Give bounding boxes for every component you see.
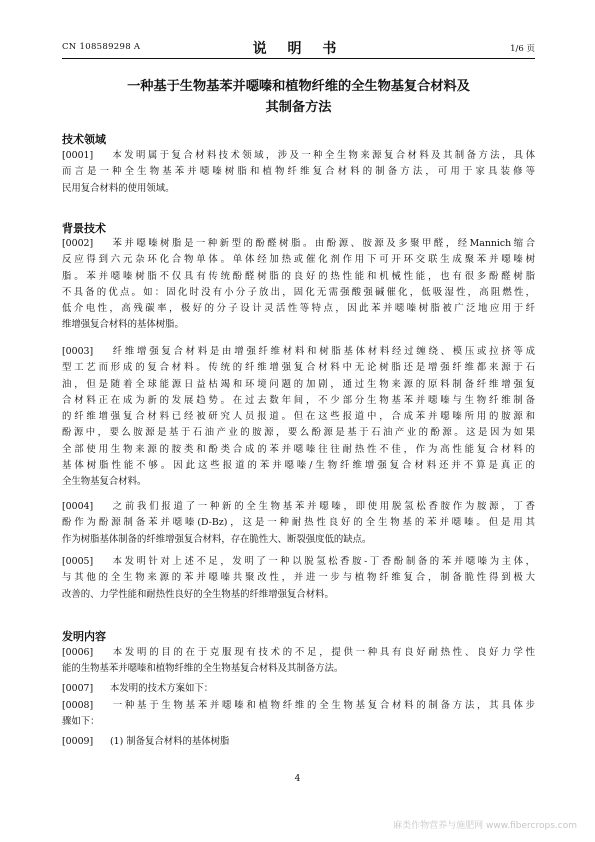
section-heading-invention: 发明内容 — [62, 630, 106, 643]
paragraph-line — [62, 515, 535, 531]
paragraph-text: 全部使用生物来源的胺类和酚类合成的苯并噁嗪往往耐热性不佳，作为高性能复合材料的 — [62, 443, 535, 455]
paragraph-text: 苯并噁嗪树脂是一种新型的酚醛树脂。由酚源、胺源及多聚甲醛，经Mannich缩合 — [110, 238, 535, 249]
paragraph-text: 酚源中，要么胺源是基于石油产业的胺源，要么酚源是基于石油产业的酚源。这是因为如果 — [62, 427, 535, 439]
document-type: 说 明 书 — [252, 41, 345, 57]
paragraph-text: 改善的、力学性能和耐热性良好的全生物基的纤维增强复合材料。 — [62, 588, 334, 600]
paragraph-line — [62, 681, 535, 697]
paragraph-text: 低介电性，高残碳率，极好的分子设计灵活性等特点，因此苯并噁嗪树脂被广泛地应用于纤 — [62, 303, 535, 315]
paragraph-line — [62, 425, 535, 441]
section-heading-background: 背景技术 — [62, 222, 106, 235]
paragraph-number: [0003] — [62, 346, 94, 357]
paragraph-0001 — [62, 148, 535, 197]
paragraph-text: 型工艺而形成的复合材料。传统的纤维增强复合材料中无论树脂还是增强纤维都来源于石 — [62, 362, 535, 374]
section-heading-tech-field: 技术领域 — [62, 133, 106, 146]
paragraph-text: 之前我们报道了一种新的全生物基苯并噁嗪，即使用脱氢松香胺作为胺源，丁香 — [110, 501, 535, 512]
paragraph-text: 的纤维增强复合材料已经被研究人员报道。但在这些报道中，合成苯并噁嗪所用的胺源和 — [62, 411, 535, 423]
paragraph-text: 全生物基复合材料。 — [62, 476, 147, 488]
paragraph-number: [0004] — [62, 501, 94, 512]
paragraph-0004 — [62, 499, 535, 548]
paragraph-line — [62, 409, 535, 425]
paragraph-text: 基体树脂性能不够。因此这些报道的苯并噁嗪/生物纤维增强复合材料还并不算是真正的 — [62, 460, 535, 472]
paragraph-0006 — [62, 645, 535, 678]
paragraph-text: 民用复合材料的使用领域。 — [62, 182, 175, 194]
paragraph-line — [62, 554, 535, 570]
paragraph-number: [0002] — [62, 238, 94, 249]
paragraph-text: (1) 制备复合材料的基体树脂 — [110, 736, 230, 747]
paragraph-text: 维增强复合材料的基体树脂。 — [62, 319, 184, 331]
page-header — [62, 38, 535, 58]
paragraph-line — [62, 458, 535, 474]
paragraph-number: [0008] — [62, 700, 94, 711]
header-divider — [62, 58, 535, 59]
page-number: 4 — [294, 774, 301, 784]
paragraph-line — [62, 570, 535, 586]
paragraph-0003 — [62, 344, 535, 491]
paragraph-line — [62, 252, 535, 268]
paragraph-0007 — [62, 681, 535, 697]
patent-number: CN 108589298 A — [62, 42, 141, 52]
paragraph-line — [62, 734, 535, 750]
paragraph-line — [62, 269, 535, 285]
paragraph-text: 一种基于生物基苯并噁嗪和植物纤维的全生物基复合材料的制备方法，其具体步 — [110, 700, 535, 711]
page-indicator: 1/6 页 — [510, 44, 535, 54]
paragraph-line — [62, 317, 535, 333]
paragraph-text: 与其他的全生物来源的苯并噁嗪共聚改性，并进一步与植物纤维复合，制备脆性得到极大 — [62, 572, 535, 584]
paragraph-text: 本发明的目的在于克服现有技术的不足，提供一种具有良好耐热性、良好力学性 — [110, 647, 535, 658]
paragraph-line — [62, 285, 535, 301]
paragraph-line — [62, 148, 535, 164]
paragraph-line — [62, 714, 535, 730]
paragraph-text: 本发明针对上述不足，发明了一种以脱氢松香胺-丁香酚制备的苯并噁嗪为主体， — [110, 556, 535, 567]
paragraph-text: 能的生物基苯并噁嗪和植物纤维的全生物基复合材料及其制备方法。 — [62, 663, 344, 675]
paragraph-line — [62, 301, 535, 317]
paragraph-0009 — [62, 734, 535, 750]
paragraph-line — [62, 587, 535, 603]
paragraph-line — [62, 661, 535, 677]
paragraph-text: 而言是一种全生物基苯并噁嗪树脂和植物纤维复合材料的制备方法，可用于家具装修等 — [62, 166, 535, 178]
document-title — [62, 76, 535, 118]
paragraph-line — [62, 344, 535, 360]
paragraph-line — [62, 532, 535, 548]
paragraph-text: 本发明属于复合材料技术领域，涉及一种全生物来源复合材料及其制备方法，具体 — [110, 150, 535, 161]
paragraph-text: 油，但是随着全球能源日益枯竭和环境问题的加剧，通过生物来源的原料制备纤维增强复 — [62, 378, 535, 390]
paragraph-text: 本发明的技术方案如下： — [110, 683, 214, 694]
paragraph-number: [0009] — [62, 736, 94, 747]
paragraph-0002 — [62, 236, 535, 334]
paragraph-number: [0007] — [62, 683, 94, 694]
paragraph-text: 脂。苯并噁嗪树脂不仅具有传统酚醛树脂的良好的热性能和机械性能，也有很多酚醛树脂 — [62, 270, 535, 282]
paragraph-line — [62, 236, 535, 252]
paragraph-line — [62, 377, 535, 393]
paragraph-line — [62, 360, 535, 376]
paragraph-line — [62, 442, 535, 458]
paragraph-text: 反应得到六元杂环化合物单体。单体经加热或催化剂作用下可开环交联生成聚苯并噁嗪树 — [62, 254, 535, 266]
paragraph-text: 骤如下： — [62, 716, 100, 728]
paragraph-text: 作为树脂基体制备的纤维增强复合材料，存在脆性大、断裂强度低的缺点。 — [62, 533, 372, 545]
title-line-1: 一种基于生物基苯并噁嗪和植物纤维的全生物基复合材料及 — [127, 79, 470, 94]
paragraph-number: [0006] — [62, 647, 94, 658]
paragraph-line — [62, 645, 535, 661]
paragraph-text: 酚作为酚源制备苯并噁嗪(D-Bz)，这是一种耐热性良好的全生物基的苯并噁嗪。但是用其 — [62, 517, 535, 529]
paragraph-text: 不具备的优点。如：固化时没有小分子放出，固化无需强酸强碱催化，低吸湿性，高阻燃性， — [62, 286, 535, 298]
paragraph-line — [62, 499, 535, 515]
paragraph-0005 — [62, 554, 535, 603]
paragraph-line — [62, 698, 535, 714]
paragraph-line — [62, 474, 535, 490]
paragraph-line — [62, 181, 535, 197]
watermark: 麻类作物营养与施肥网 www.fibercrops.com — [393, 821, 577, 831]
paragraph-0008 — [62, 698, 535, 731]
paragraph-number: [0001] — [62, 150, 94, 161]
paragraph-text: 合材料正在成为新的发展趋势。在过去数年间，不少部分生物基苯并噁嗪与生物纤维制备 — [62, 394, 535, 406]
paragraph-line — [62, 164, 535, 180]
paragraph-line — [62, 393, 535, 409]
title-line-2: 其制备方法 — [265, 100, 332, 115]
paragraph-number: [0005] — [62, 556, 94, 567]
paragraph-text: 纤维增强复合材料是由增强纤维材料和树脂基体材料经过缠绕、模压或拉挤等成 — [110, 346, 535, 357]
